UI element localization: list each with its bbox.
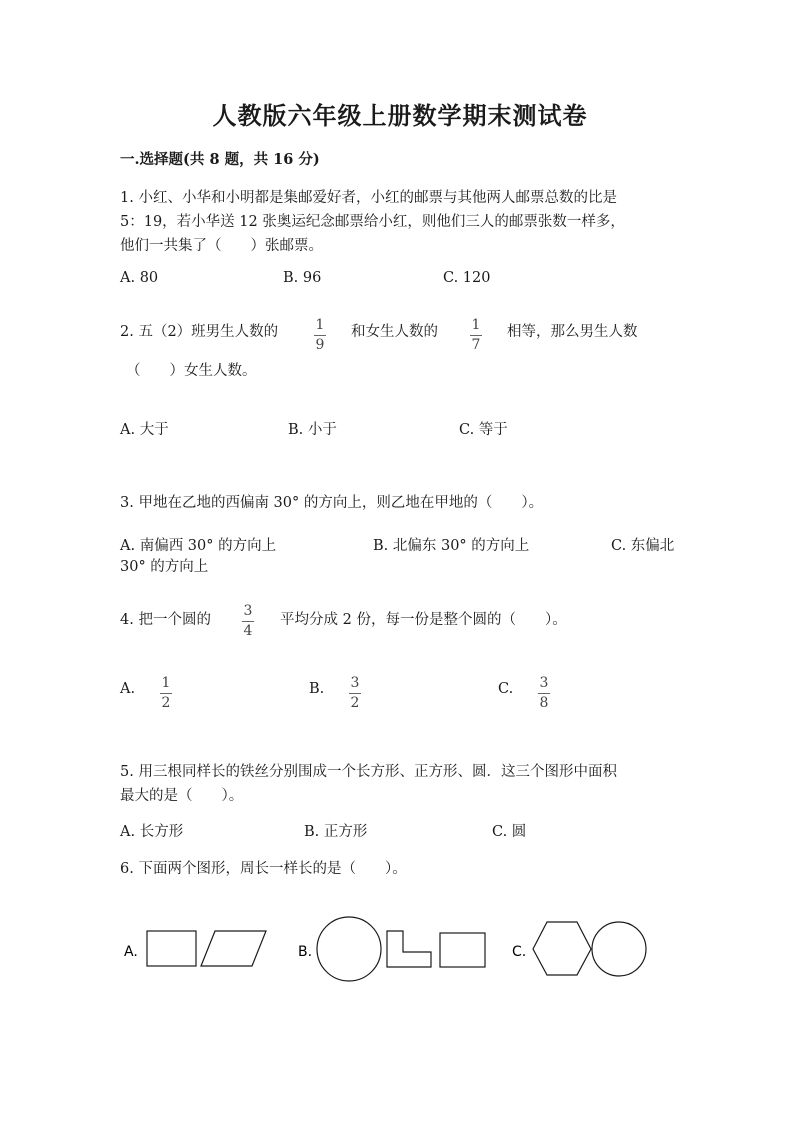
fraction-bar <box>242 621 254 622</box>
fraction-numerator: 1 <box>161 675 171 691</box>
question-4-option-c-fraction[interactable] <box>536 676 552 711</box>
fraction-numerator: 3 <box>350 675 360 691</box>
page-title: 人教版六年级上册数学期末测试卷 <box>212 101 588 130</box>
question-6-figures <box>0 900 800 1000</box>
question-2-option-a[interactable]: A. 大于 <box>120 422 169 438</box>
question-2-option-c[interactable]: C. 等于 <box>459 422 508 438</box>
question-4-text-a: 4. 把一个圆的 <box>120 612 211 628</box>
question-5-line-1: 5. 用三根同样长的铁丝分别围成一个长方形、正方形、圆．这三个图形中面积 <box>120 764 617 780</box>
question-5-option-b[interactable]: B. 正方形 <box>304 824 368 840</box>
hexagon-figure <box>533 922 591 975</box>
question-2-text-a: 2. 五（2）班男生人数的 <box>120 324 279 340</box>
question-1-line-1: 1. 小红、小华和小明都是集邮爱好者，小红的邮票与其他两人邮票总数的比是 <box>120 190 617 206</box>
question-1-option-c[interactable]: C. 120 <box>443 270 491 286</box>
question-4-option-a-fraction[interactable] <box>158 676 174 711</box>
figure-label-c[interactable]: C. <box>512 944 527 960</box>
question-2-text-b: 和女生人数的 <box>351 324 438 340</box>
question-2-text-c: 相等，那么男生人数 <box>507 324 638 340</box>
rectangle-figure <box>147 931 196 966</box>
question-2-fraction-2 <box>468 318 484 353</box>
fraction-bar <box>160 693 172 694</box>
rectangle-figure <box>440 933 485 967</box>
fraction-numerator: 3 <box>539 675 549 691</box>
fraction-denominator: 8 <box>539 695 549 711</box>
fraction-denominator: 2 <box>350 695 360 711</box>
question-1-line-2: 5：19，若小华送 12 张奥运纪念邮票给小红，则他们三人的邮票张数一样多， <box>120 214 625 230</box>
l-shape-figure <box>387 931 431 967</box>
question-4-option-b-label[interactable]: B. <box>309 681 325 697</box>
section-heading: 一.选择题(共 8 题，共 16 分) <box>120 151 320 168</box>
question-5-option-a[interactable]: A. 长方形 <box>120 824 184 840</box>
circle-figure <box>592 922 646 976</box>
question-3-option-c-continued: 30° 的方向上 <box>120 559 209 575</box>
figure-label-a[interactable]: A. <box>124 944 138 960</box>
fraction-bar <box>314 335 326 336</box>
question-5-option-c[interactable]: C. 圆 <box>492 824 527 840</box>
question-6-text: 6. 下面两个图形，周长一样长的是（ ）。 <box>120 861 407 877</box>
fraction-numerator: 3 <box>243 603 253 619</box>
question-3-text: 3. 甲地在乙地的西偏南 30° 的方向上，则乙地在甲地的（ ）。 <box>120 495 544 511</box>
fraction-numerator: 1 <box>471 317 481 333</box>
question-2-line-2: （ ）女生人数。 <box>126 363 257 379</box>
fraction-numerator: 1 <box>315 317 325 333</box>
fraction-bar <box>538 693 550 694</box>
question-2-option-b[interactable]: B. 小于 <box>288 422 337 438</box>
question-3-option-b[interactable]: B. 北偏东 30° 的方向上 <box>373 538 530 554</box>
question-4-option-c-label[interactable]: C. <box>498 681 514 697</box>
fraction-bar <box>470 335 482 336</box>
question-2-fraction-1 <box>312 318 328 353</box>
question-1-option-a[interactable]: A. 80 <box>120 270 159 286</box>
question-3-option-a[interactable]: A. 南偏西 30° 的方向上 <box>120 538 277 554</box>
parallelogram-figure <box>201 931 266 966</box>
fraction-bar <box>349 693 361 694</box>
question-4-option-a-label[interactable]: A. <box>120 681 136 697</box>
circle-figure <box>317 917 381 981</box>
question-1-line-3: 他们一共集了（ ）张邮票。 <box>120 238 323 254</box>
question-4-fraction <box>240 604 256 639</box>
fraction-denominator: 9 <box>315 337 325 353</box>
question-5-line-2: 最大的是（ ）。 <box>120 788 244 804</box>
fraction-denominator: 7 <box>471 337 481 353</box>
fraction-denominator: 4 <box>243 623 253 639</box>
question-1-option-b[interactable]: B. 96 <box>283 270 322 286</box>
fraction-denominator: 2 <box>161 695 171 711</box>
question-4-text-b: 平均分成 2 份，每一份是整个圆的（ ）。 <box>280 612 567 628</box>
question-3-option-c[interactable]: C. 东偏北 <box>611 538 675 554</box>
figure-label-b[interactable]: B. <box>298 944 313 960</box>
question-4-option-b-fraction[interactable] <box>347 676 363 711</box>
